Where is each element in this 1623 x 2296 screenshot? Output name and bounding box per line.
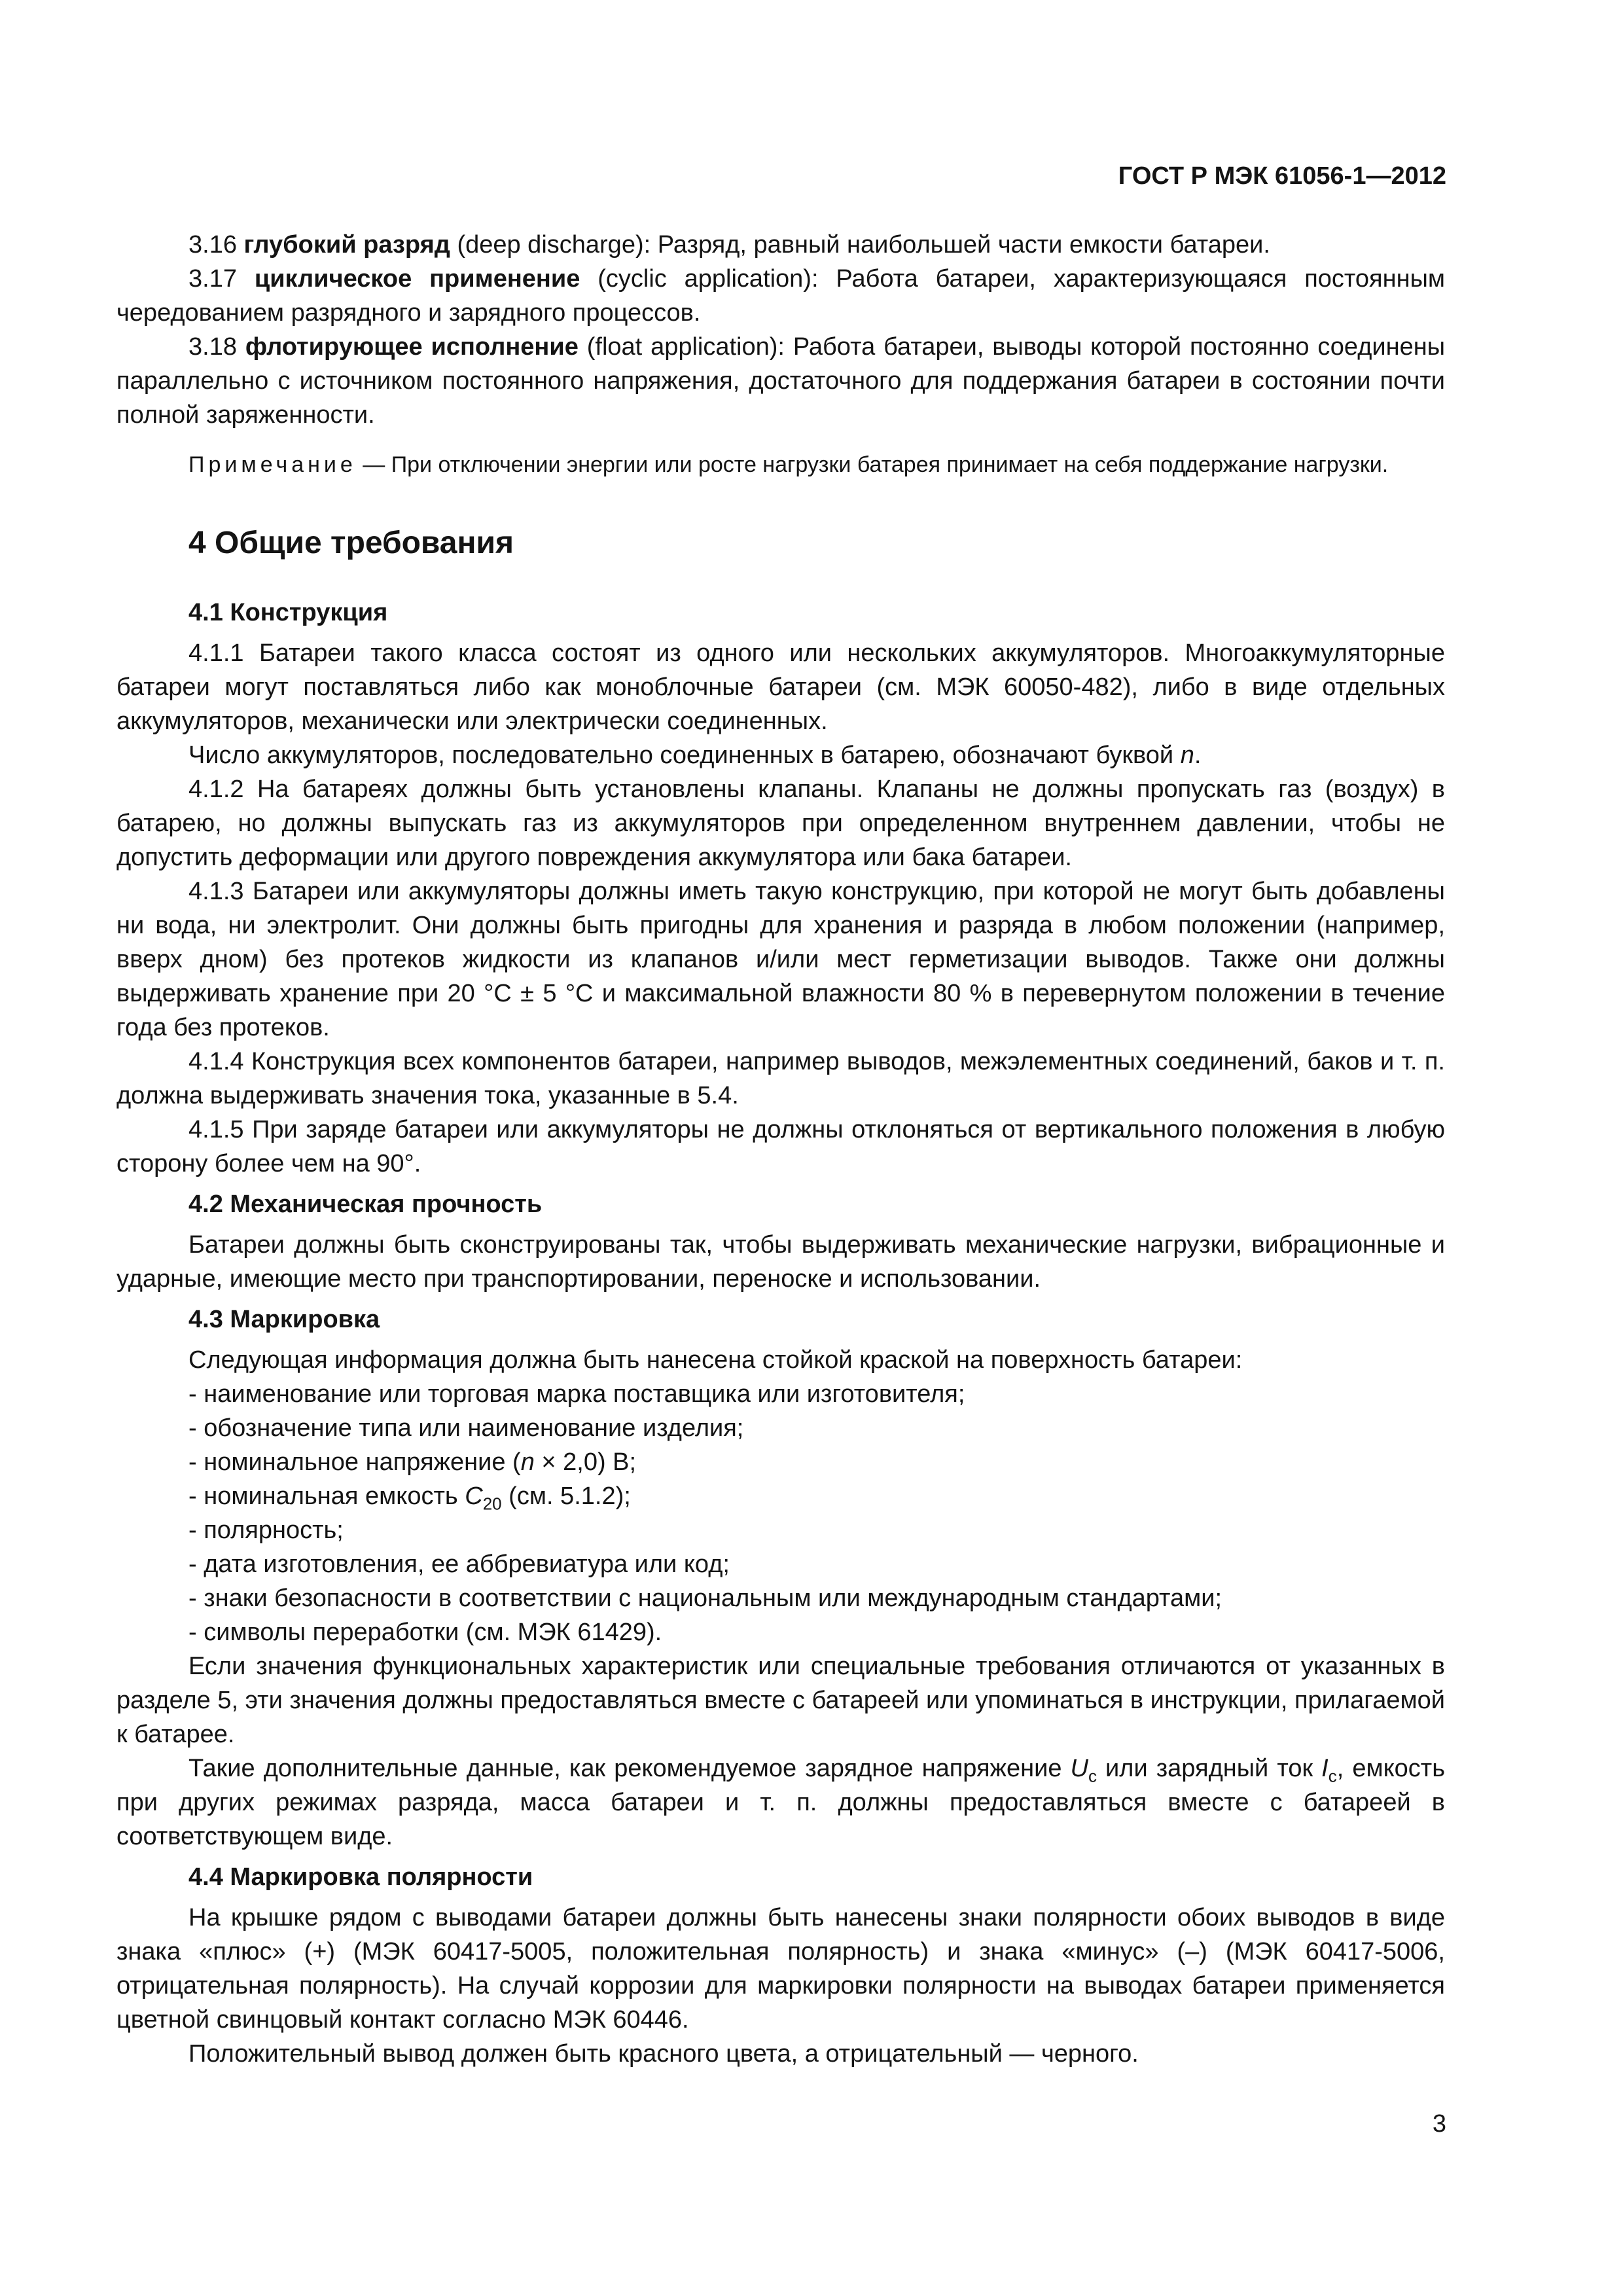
paragraph-4-1-1: 4.1.1 Батареи такого класса состоят из одного или нескольких аккумуляторов. Многоаккумуляторные батареи могут поставляться либо как моноблочные батареи (см. МЭК 60050-482), либо в виде отдельных аккумуляторов, механически или электрически соединенных. — [116, 639, 1445, 735]
paragraph-text: , емкость при других режимах разряда, масса батареи и т. п. должны предоставляться вместе с батареей в соответствующем виде. — [116, 1755, 1445, 1850]
marking-list-item: - символы переработки (см. МЭК 61429). — [188, 1619, 662, 1646]
definition-term: флотирующее исполнение — [245, 333, 579, 361]
list-text: × 2,0) В; — [534, 1448, 637, 1476]
paragraph-4-1-3: 4.1.3 Батареи или аккумуляторы должны иметь такую конструкцию, при которой не могут быть добавлены ни вода, ни электролит. Они должны быть пригодны для хранения и разряда в любом положении (например, вверх дном) без протеков жидкости из клапанов и/или мест герметизации выводов. Также они должны выдерживать хранение при 20 °С ± 5 °С и максимальной влажности 80 % в перевернутом положении в течение года без протеков. — [116, 878, 1445, 1041]
definition-english: (deep discharge): — [457, 231, 651, 259]
paragraph-4-1-1-count — [116, 738, 1445, 772]
paragraph-text: Такие дополнительные данные, как рекомендуемое зарядное напряжение — [188, 1755, 1071, 1782]
subscript: 20 — [482, 1494, 502, 1514]
marking-list-item: - дата изготовления, ее аббревиатура или код; — [188, 1551, 730, 1578]
page-number: 3 — [1432, 2110, 1446, 2138]
variable-n: n — [1180, 742, 1194, 769]
section-4-1-heading: 4.1 Конструкция — [188, 599, 388, 626]
paragraph-4-3-values: Если значения функциональных характеристик или специальные требования отличаются от указанных в разделе 5, эти значения должны предоставляться вместе с батареей или упоминаться в инструкции, прилагаемой к батарее. — [116, 1653, 1445, 1748]
variable-u: U — [1070, 1755, 1088, 1782]
subscript: c — [1328, 1766, 1337, 1786]
paragraph-text: или зарядный ток — [1096, 1755, 1322, 1782]
definition-number: 3.18 — [188, 333, 237, 361]
definition-number: 3.17 — [188, 265, 237, 293]
paragraph-4-1-2: 4.1.2 На батареях должны быть установлены клапаны. Клапаны не должны пропускать газ (воздух) в батарею, но должны выпускать газ из аккумуляторов при определенном внутреннем давлении, чтобы не допустить деформации или другого повреждения аккумулятора или бака батареи. — [116, 776, 1445, 871]
section-4-4-heading: 4.4 Маркировка полярности — [188, 1863, 533, 1891]
definition-3-17 — [116, 262, 1445, 330]
definition-text: Разряд, равный наибольшей части емкости батареи. — [657, 231, 1270, 259]
note-label: Примечание — [188, 452, 357, 477]
definition-term: глубокий разряд — [243, 231, 450, 259]
marking-list-item — [116, 1445, 1445, 1479]
definition-term: циклическое применение — [254, 265, 580, 293]
paragraph-text: . — [1194, 742, 1202, 769]
subscript: c — [1088, 1766, 1097, 1786]
definition-english: (float application): — [586, 333, 785, 361]
section-4-heading: 4 Общие требования — [188, 526, 514, 560]
definition-3-18 — [116, 330, 1445, 432]
standard-code-header: ГОСТ Р МЭК 61056-1—2012 — [1118, 162, 1446, 190]
marking-list-item: - обозначение типа или наименование изделия; — [188, 1414, 744, 1442]
paragraph-text: Число аккумуляторов, последовательно соединенных в батарею, обозначают буквой — [188, 742, 1181, 769]
note — [116, 449, 1445, 480]
list-text: (см. 5.1.2); — [501, 1482, 631, 1510]
list-text: - номинальное напряжение ( — [188, 1448, 521, 1476]
definition-text: Работа батареи, выводы которой постоянно соединены параллельно с источником постоянного напряжения, достаточного для поддержания батареи в состоянии почти полной заряженности. — [116, 333, 1446, 429]
paragraph-4-2: Батареи должны быть сконструированы так, чтобы выдерживать механические нагрузки, вибрационные и ударные, имеющие место при транспортировании, переноске и использовании. — [116, 1231, 1445, 1293]
marking-list-item: - знаки безопасности в соответствии с национальным или международным стандартами; — [188, 1585, 1222, 1612]
paragraph-4-3-additional — [116, 1751, 1445, 1854]
section-4-2-heading: 4.2 Механическая прочность — [188, 1191, 543, 1218]
paragraph-4-4-colors: Положительный вывод должен быть красного цвета, а отрицательный — черного. — [188, 2040, 1139, 2068]
definition-text: Работа батареи, характеризующаяся постоянным чередованием разрядного и зарядного процессов. — [116, 265, 1446, 327]
marking-list-item — [116, 1479, 1445, 1513]
definition-english: (cyclic application): — [597, 265, 819, 293]
paragraph-4-1-5: 4.1.5 При заряде батареи или аккумуляторы не должны отклоняться от вертикального положения в любую сторону более чем на 90°. — [116, 1116, 1445, 1177]
marking-list-item: - полярность; — [188, 1516, 344, 1544]
list-text: - номинальная емкость — [188, 1482, 465, 1510]
paragraph-4-1-4: 4.1.4 Конструкция всех компонентов батареи, например выводов, межэлементных соединений, баков и т. п. должна выдерживать значения тока, указанные в 5.4. — [116, 1048, 1445, 1109]
variable-n: n — [520, 1448, 535, 1476]
note-text: При отключении энергии или росте нагрузки батарея принимает на себя поддержание нагрузки. — [391, 452, 1389, 477]
section-4-3-heading: 4.3 Маркировка — [188, 1306, 380, 1333]
document-body — [116, 228, 1445, 2071]
note-dash: — — [356, 452, 391, 477]
definition-number: 3.16 — [188, 231, 237, 259]
definition-3-16 — [116, 228, 1445, 262]
paragraph-4-4: На крышке рядом с выводами батареи должны быть нанесены знаки полярности обоих выводов в виде знака «плюс» (+) (МЭК 60417-5005, положительная полярность) и знака «минус» (–) (МЭК 60417-5006, отрицательная полярность). На случай коррозии для маркировки полярности на выводах батареи применяется цветной свинцовый контакт согласно МЭК 60446. — [116, 1904, 1445, 2034]
variable-i: I — [1321, 1755, 1329, 1782]
paragraph-4-3-intro: Следующая информация должна быть нанесена стойкой краской на поверхность батареи: — [188, 1346, 1243, 1374]
marking-list-item: - наименование или торговая марка поставщика или изготовителя; — [188, 1380, 965, 1408]
variable-c: C — [465, 1482, 483, 1510]
